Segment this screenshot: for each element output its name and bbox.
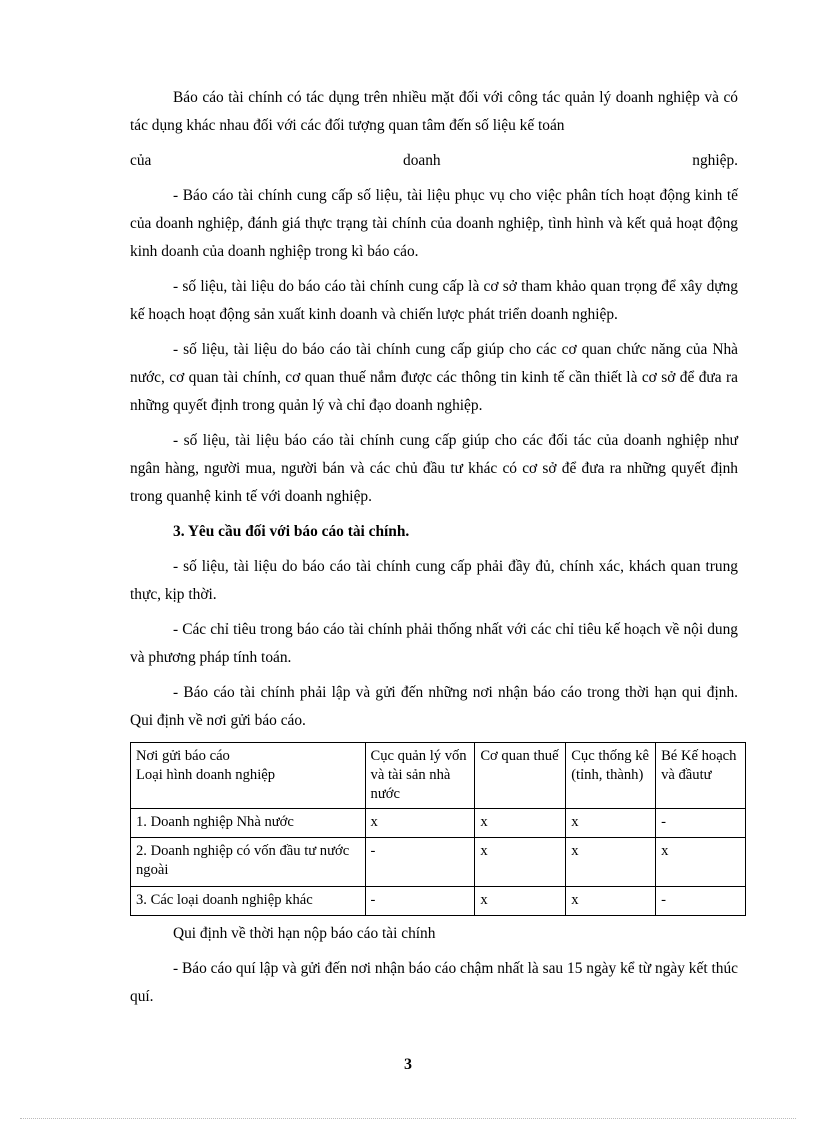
paragraph-8: - Báo cáo tài chính phải lập và gửi đến những nơi nhận báo cáo trong thời hạn qui định. Qui định về nơi gửi báo cáo. [130,684,738,729]
page-bottom-divider [20,1118,796,1119]
table-cell: x [566,809,656,838]
document-page [130,84,738,1018]
table-cell: x [566,887,656,916]
table-cell: - [365,887,475,916]
paragraph-10: - Báo cáo quí lập và gửi đến nơi nhận báo cáo chậm nhất là sau 15 ngày kể từ ngày kết thúc quí. [130,960,738,1005]
table-header: Bé Kế hoạch và đầutư [656,743,746,809]
paragraph-6: - số liệu, tài liệu do báo cáo tài chính cung cấp phải đầy đủ, chính xác, khách quan trung thực, kịp thời. [130,558,738,603]
row-label: 2. Doanh nghiệp có vốn đầu tư nước ngoài [131,838,366,887]
section-heading: 3. Yêu cầu đối với báo cáo tài chính. [173,523,410,540]
paragraph-1-continuation: của doanh nghiệp. [130,152,738,169]
table-cell: x [475,838,566,887]
paragraph-1-text: Báo cáo tài chính có tác dụng trên nhiều mặt đối với công tác quản lý doanh nghiệp và có tác dụng khác nhau đối với các đối tượng quan tâm đến số liệu kế toán [130,89,738,134]
table-cell: - [365,838,475,887]
table-row [131,887,746,916]
table-header: Cục thống kê (tỉnh, thành) [566,743,656,809]
table-cell: x [475,809,566,838]
table-cell: x [475,887,566,916]
page-number: 3 [404,1056,412,1073]
table-row [131,809,746,838]
table-header-row [131,743,746,809]
table-header: Cơ quan thuế [475,743,566,809]
table-cell: - [656,887,746,916]
table-corner-cell [131,743,366,809]
table-row [131,838,746,887]
corner-label-enterprise-type: Loại hình doanh nghiệp [136,767,276,783]
row-label: 3. Các loại doanh nghiệp khác [131,887,366,916]
paragraph-7: - Các chỉ tiêu trong báo cáo tài chính phải thống nhất với các chỉ tiêu kế hoạch về nội dung và phương pháp tính toán. [130,621,738,666]
paragraph-9: Qui định về thời hạn nộp báo cáo tài chính [173,925,436,942]
paragraph-3: - số liệu, tài liệu do báo cáo tài chính cung cấp là cơ sở tham khảo quan trọng để xây dựng kế hoạch hoạt động sản xuất kinh doanh và chiến lược phát triển doanh nghiệp. [130,278,738,323]
table-cell: x [566,838,656,887]
paragraph-2: - Báo cáo tài chính cung cấp số liệu, tài liệu phục vụ cho việc phân tích hoạt động kinh tế của doanh nghiệp, đánh giá thực trạng tài chính của doanh nghiệp, tình hình và kết quả hoạt động kinh doanh của doanh nghiệp trong kì báo cáo. [130,187,738,260]
corner-label-destination: Nơi gửi báo cáo [136,748,230,764]
report-destination-table [130,742,746,916]
table-cell: x [656,838,746,887]
paragraph-5: - số liệu, tài liệu báo cáo tài chính cung cấp giúp cho các đối tác của doanh nghiệp như ngân hàng, người mua, người bán và các chủ đầu tư khác có cơ sở để đưa ra những quyết định trong quanhệ kinh tế với doanh nghiệp. [130,432,738,505]
paragraph-1 [130,84,738,140]
table-header: Cục quản lý vốn và tài sản nhà nước [365,743,475,809]
table-cell: - [656,809,746,838]
table-cell: x [365,809,475,838]
row-label: 1. Doanh nghiệp Nhà nước [131,809,366,838]
paragraph-4: - số liệu, tài liệu do báo cáo tài chính cung cấp giúp cho các cơ quan chức năng của Nhà nước, cơ quan tài chính, cơ quan thuế nắm được các thông tin kinh tế cần thiết là cơ sở để đưa ra những quyết định trong quản lý và chỉ đạo doanh nghiệp. [130,341,738,414]
